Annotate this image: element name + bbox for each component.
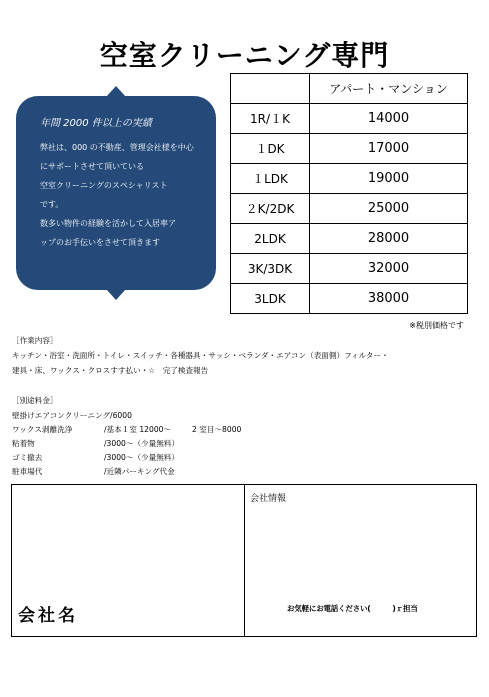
room-type: 1R/１K	[231, 104, 310, 134]
callout-notch-bottom	[106, 289, 126, 300]
price-value: 38000	[310, 284, 468, 314]
extra-item: 駐車場代	[12, 467, 43, 476]
callout-line: ップのお手伝いをさせて頂きます	[40, 238, 160, 247]
list-item	[12, 422, 312, 436]
price-value: 25000	[310, 194, 468, 224]
price-value: 14000	[310, 104, 468, 134]
price-value: 28000	[310, 224, 468, 254]
extra-price: /3000～（少量無料）	[104, 453, 180, 462]
price-value: 19000	[310, 164, 468, 194]
company-box	[11, 484, 477, 637]
tax-note: ※税別価格です	[409, 321, 464, 330]
header-empty-cell	[231, 74, 310, 104]
room-type: 3LDK	[231, 284, 310, 314]
room-type: 2LDK	[231, 224, 310, 254]
room-type: １DK	[231, 134, 310, 164]
list-item	[12, 436, 312, 450]
work-line: キッチン・浴室・洗面所・トイレ・スイッチ・各種器具・サッシ・ベランダ・エアコン（表面側）フィルター・	[12, 351, 389, 360]
callout-line: 数多い物件の経験を活かして入居率ア	[40, 219, 176, 228]
extra-price-2: 2 室目～8000	[192, 425, 242, 434]
callout-line: 弊社は、000 の不動産、管理会社様を中心	[40, 143, 194, 152]
table-row	[231, 254, 468, 284]
table-row	[231, 284, 468, 314]
extra-item: 壁掛けエアコンクリーニング/6000	[12, 411, 132, 420]
box-divider	[244, 485, 245, 636]
intro-callout	[16, 96, 216, 290]
list-item	[12, 408, 312, 422]
company-name: 会社名	[18, 606, 78, 626]
header-apartment: アパート・マンション	[310, 74, 468, 104]
extra-item: ゴミ撤去	[12, 453, 43, 462]
callout-heading: 年間 2000 件以上の実績	[40, 118, 152, 129]
callout-notch-top	[106, 86, 126, 97]
extra-fee-section	[12, 393, 312, 478]
table-row	[231, 104, 468, 134]
extra-price: /3000～（少量無料）	[104, 439, 180, 448]
callout-line: にサポートさせて頂いている	[40, 162, 144, 171]
contact-line: お気軽にお電話ください( )ｒ担当	[287, 604, 418, 613]
work-heading: ［作業内容］	[12, 336, 58, 345]
extra-item: 粘着物	[12, 439, 35, 448]
table-row	[231, 224, 468, 254]
room-type: ２K/2DK	[231, 194, 310, 224]
list-item	[12, 464, 312, 478]
company-info-label: 会社情報	[250, 494, 287, 504]
list-item	[12, 450, 312, 464]
room-type: 3K/3DK	[231, 254, 310, 284]
price-table-header-row	[231, 74, 468, 104]
extra-item: ワックス剥離洗浄	[12, 425, 73, 434]
work-section	[12, 333, 389, 378]
extra-price: /近隣パーキング代金	[104, 467, 175, 476]
price-value: 17000	[310, 134, 468, 164]
table-row	[231, 134, 468, 164]
callout-line: です。	[40, 200, 64, 209]
extra-price: /基本１室 12000～	[104, 425, 172, 434]
callout-body	[40, 138, 214, 252]
work-line: 建具・床、ワックス・クロスすす払い・☆ 完了検査報告	[12, 366, 209, 375]
table-row	[231, 194, 468, 224]
table-row	[231, 164, 468, 194]
price-value: 32000	[310, 254, 468, 284]
callout-line: 空室クリーニングのスペシャリスト	[40, 181, 168, 190]
extra-heading: ［別途料金］	[12, 396, 58, 405]
room-type: １LDK	[231, 164, 310, 194]
page-title: 空室クリーニング専門	[99, 39, 390, 72]
price-table	[230, 73, 468, 314]
